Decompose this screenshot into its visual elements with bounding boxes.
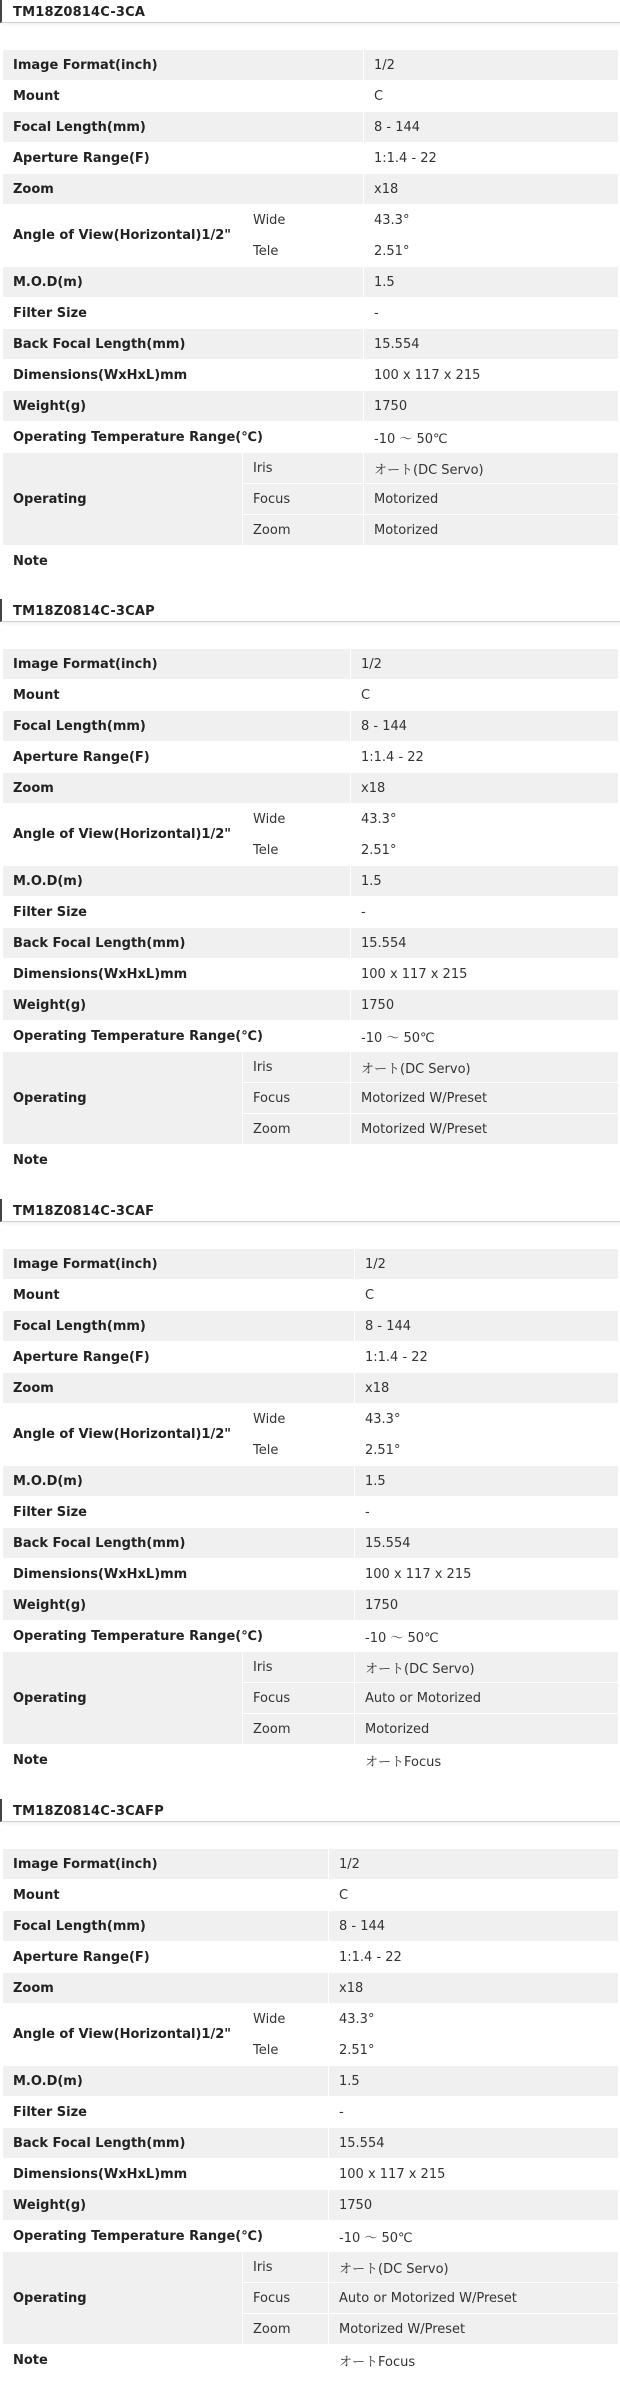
value-zoom: x18: [351, 773, 619, 804]
row-filter-size: [3, 2097, 619, 2128]
value-weight: 1750: [329, 2190, 619, 2221]
value-filter-size: -: [355, 1497, 619, 1528]
label-focus: Focus: [243, 2283, 329, 2314]
product-section: [0, 1199, 620, 1770]
row-aperture-range: [3, 143, 619, 174]
label-focus: Focus: [243, 484, 364, 515]
row-angle-wide: [3, 1404, 619, 1435]
label-operating: Operating: [3, 453, 243, 546]
row-weight: [3, 1590, 619, 1621]
value-back-focal-length: 15.554: [364, 329, 619, 360]
row-angle-wide: [3, 205, 619, 236]
value-operating-temperature: -10 ～ 50℃: [355, 1621, 619, 1652]
row-weight: [3, 2190, 619, 2221]
value-filter-size: -: [364, 298, 619, 329]
label-operating: Operating: [3, 2252, 243, 2345]
label-weight: Weight(g): [3, 391, 364, 422]
label-mod: M.O.D(m): [3, 866, 351, 897]
row-focal-length: [3, 711, 619, 742]
value-wide: 43.3°: [355, 1404, 619, 1435]
value-tele: 2.51°: [364, 236, 619, 267]
value-focus: Auto or Motorized W/Preset: [329, 2283, 619, 2314]
row-mod: [3, 1466, 619, 1497]
value-focus: Motorized: [364, 484, 619, 515]
row-filter-size: [3, 1497, 619, 1528]
label-aperture-range: Aperture Range(F): [3, 1342, 355, 1373]
value-tele: 2.51°: [355, 1435, 619, 1466]
row-note: [3, 546, 619, 577]
value-zoom: Motorized: [355, 1714, 619, 1745]
model-title: TM18Z0814C-3CA: [13, 5, 146, 20]
label-angle-of-view: Angle of View(Horizontal)1/2": [3, 2004, 243, 2066]
spec-table: [2, 49, 619, 577]
value-mount: C: [329, 1880, 619, 1911]
label-aperture-range: Aperture Range(F): [3, 143, 364, 174]
value-filter-size: -: [351, 897, 619, 928]
section-header: [0, 0, 620, 23]
row-image-format: [3, 1849, 619, 1880]
value-aperture-range: 1:1.4 - 22: [351, 742, 619, 773]
row-angle-wide: [3, 2004, 619, 2035]
value-tele: 2.51°: [351, 835, 619, 866]
row-operating-temperature: [3, 422, 619, 453]
value-focus: Auto or Motorized: [355, 1683, 619, 1714]
value-aperture-range: 1:1.4 - 22: [355, 1342, 619, 1373]
value-iris: オート(DC Servo): [355, 1652, 619, 1683]
value-note: オートFocus: [329, 2345, 619, 2376]
row-focal-length: [3, 112, 619, 143]
row-operating-iris: [3, 453, 619, 484]
label-angle-of-view: Angle of View(Horizontal)1/2": [3, 205, 243, 267]
value-filter-size: -: [329, 2097, 619, 2128]
label-focal-length: Focal Length(mm): [3, 1311, 355, 1342]
label-back-focal-length: Back Focal Length(mm): [3, 329, 364, 360]
row-aperture-range: [3, 1942, 619, 1973]
row-dimensions: [3, 1559, 619, 1590]
value-dimensions: 100 x 117 x 215: [364, 360, 619, 391]
value-iris: オート(DC Servo): [329, 2252, 619, 2283]
value-mod: 1.5: [364, 267, 619, 298]
label-operating: Operating: [3, 1052, 243, 1145]
row-back-focal-length: [3, 1528, 619, 1559]
label-aperture-range: Aperture Range(F): [3, 742, 351, 773]
row-back-focal-length: [3, 329, 619, 360]
row-focal-length: [3, 1911, 619, 1942]
value-operating-temperature: -10 ～ 50℃: [329, 2221, 619, 2252]
label-iris: Iris: [243, 1652, 355, 1683]
row-filter-size: [3, 897, 619, 928]
label-wide: Wide: [243, 804, 351, 835]
value-mod: 1.5: [355, 1466, 619, 1497]
value-operating-temperature: -10 ～ 50℃: [364, 422, 619, 453]
label-zoom: Zoom: [3, 174, 364, 205]
label-operating-temperature: Operating Temperature Range(℃): [3, 1621, 355, 1652]
product-section: [0, 1799, 620, 2370]
row-weight: [3, 990, 619, 1021]
row-operating-temperature: [3, 2221, 619, 2252]
section-header: [0, 599, 620, 622]
value-aperture-range: 1:1.4 - 22: [329, 1942, 619, 1973]
label-zoom: Zoom: [243, 515, 364, 546]
value-image-format: 1/2: [351, 649, 619, 680]
label-image-format: Image Format(inch): [3, 50, 364, 81]
label-dimensions: Dimensions(WxHxL)mm: [3, 2159, 329, 2190]
label-dimensions: Dimensions(WxHxL)mm: [3, 360, 364, 391]
label-filter-size: Filter Size: [3, 2097, 329, 2128]
label-back-focal-length: Back Focal Length(mm): [3, 928, 351, 959]
section-header: [0, 1799, 620, 1822]
label-mount: Mount: [3, 680, 351, 711]
value-note: オートFocus: [355, 1745, 619, 1776]
value-image-format: 1/2: [364, 50, 619, 81]
value-focal-length: 8 - 144: [329, 1911, 619, 1942]
row-image-format: [3, 50, 619, 81]
value-image-format: 1/2: [329, 1849, 619, 1880]
label-mod: M.O.D(m): [3, 1466, 355, 1497]
row-filter-size: [3, 298, 619, 329]
value-note: [364, 546, 619, 577]
row-angle-wide: [3, 804, 619, 835]
label-zoom: Zoom: [243, 1114, 351, 1145]
label-note: Note: [3, 2345, 329, 2376]
row-zoom: [3, 1973, 619, 2004]
label-image-format: Image Format(inch): [3, 1849, 329, 1880]
value-iris: オート(DC Servo): [364, 453, 619, 484]
row-note: [3, 2345, 619, 2376]
label-angle-of-view: Angle of View(Horizontal)1/2": [3, 804, 243, 866]
row-zoom: [3, 174, 619, 205]
label-mod: M.O.D(m): [3, 2066, 329, 2097]
row-image-format: [3, 649, 619, 680]
spec-table: [2, 648, 619, 1176]
label-operating-temperature: Operating Temperature Range(℃): [3, 1021, 351, 1052]
label-mount: Mount: [3, 81, 364, 112]
value-back-focal-length: 15.554: [351, 928, 619, 959]
value-zoom: x18: [355, 1373, 619, 1404]
row-operating-iris: [3, 1652, 619, 1683]
row-mod: [3, 267, 619, 298]
row-image-format: [3, 1249, 619, 1280]
row-operating-temperature: [3, 1021, 619, 1052]
spec-table: [2, 1848, 619, 2376]
row-focal-length: [3, 1311, 619, 1342]
label-image-format: Image Format(inch): [3, 1249, 355, 1280]
label-zoom: Zoom: [3, 773, 351, 804]
label-dimensions: Dimensions(WxHxL)mm: [3, 959, 351, 990]
product-section: [0, 599, 620, 1168]
label-image-format: Image Format(inch): [3, 649, 351, 680]
label-zoom: Zoom: [243, 1714, 355, 1745]
value-focal-length: 8 - 144: [364, 112, 619, 143]
label-filter-size: Filter Size: [3, 298, 364, 329]
row-mount: [3, 81, 619, 112]
label-iris: Iris: [243, 1052, 351, 1083]
row-operating-iris: [3, 2252, 619, 2283]
value-wide: 43.3°: [364, 205, 619, 236]
label-zoom: Zoom: [243, 2314, 329, 2345]
label-wide: Wide: [243, 205, 364, 236]
label-weight: Weight(g): [3, 990, 351, 1021]
value-zoom: x18: [329, 1973, 619, 2004]
value-dimensions: 100 x 117 x 215: [355, 1559, 619, 1590]
value-mod: 1.5: [351, 866, 619, 897]
label-filter-size: Filter Size: [3, 897, 351, 928]
value-mount: C: [355, 1280, 619, 1311]
value-zoom: Motorized W/Preset: [351, 1114, 619, 1145]
row-back-focal-length: [3, 2128, 619, 2159]
value-aperture-range: 1:1.4 - 22: [364, 143, 619, 174]
model-title: TM18Z0814C-3CAFP: [13, 1804, 164, 1819]
value-dimensions: 100 x 117 x 215: [329, 2159, 619, 2190]
value-zoom: x18: [364, 174, 619, 205]
label-wide: Wide: [243, 1404, 355, 1435]
label-note: Note: [3, 546, 364, 577]
label-tele: Tele: [243, 835, 351, 866]
value-note: [351, 1145, 619, 1176]
label-focus: Focus: [243, 1083, 351, 1114]
label-zoom: Zoom: [3, 1373, 355, 1404]
value-mount: C: [351, 680, 619, 711]
value-tele: 2.51°: [329, 2035, 619, 2066]
row-note: [3, 1145, 619, 1176]
label-mount: Mount: [3, 1280, 355, 1311]
row-note: [3, 1745, 619, 1776]
row-dimensions: [3, 360, 619, 391]
label-zoom: Zoom: [3, 1973, 329, 2004]
row-dimensions: [3, 959, 619, 990]
value-focal-length: 8 - 144: [351, 711, 619, 742]
value-weight: 1750: [355, 1590, 619, 1621]
label-wide: Wide: [243, 2004, 329, 2035]
product-section: [0, 0, 620, 569]
row-mount: [3, 680, 619, 711]
label-focal-length: Focal Length(mm): [3, 112, 364, 143]
row-dimensions: [3, 2159, 619, 2190]
label-angle-of-view: Angle of View(Horizontal)1/2": [3, 1404, 243, 1466]
row-mod: [3, 2066, 619, 2097]
label-tele: Tele: [243, 236, 364, 267]
row-mount: [3, 1280, 619, 1311]
row-mod: [3, 866, 619, 897]
label-weight: Weight(g): [3, 2190, 329, 2221]
label-back-focal-length: Back Focal Length(mm): [3, 2128, 329, 2159]
value-back-focal-length: 15.554: [355, 1528, 619, 1559]
label-focus: Focus: [243, 1683, 355, 1714]
label-mount: Mount: [3, 1880, 329, 1911]
label-note: Note: [3, 1745, 355, 1776]
value-mount: C: [364, 81, 619, 112]
value-wide: 43.3°: [329, 2004, 619, 2035]
label-mod: M.O.D(m): [3, 267, 364, 298]
label-operating: Operating: [3, 1652, 243, 1745]
label-focal-length: Focal Length(mm): [3, 1911, 329, 1942]
value-wide: 43.3°: [351, 804, 619, 835]
value-focus: Motorized W/Preset: [351, 1083, 619, 1114]
label-back-focal-length: Back Focal Length(mm): [3, 1528, 355, 1559]
spec-table: [2, 1248, 619, 1776]
label-weight: Weight(g): [3, 1590, 355, 1621]
value-image-format: 1/2: [355, 1249, 619, 1280]
value-weight: 1750: [351, 990, 619, 1021]
section-header: [0, 1199, 620, 1222]
row-zoom: [3, 773, 619, 804]
label-iris: Iris: [243, 2252, 329, 2283]
label-tele: Tele: [243, 1435, 355, 1466]
label-dimensions: Dimensions(WxHxL)mm: [3, 1559, 355, 1590]
label-operating-temperature: Operating Temperature Range(℃): [3, 422, 364, 453]
row-aperture-range: [3, 742, 619, 773]
value-focal-length: 8 - 144: [355, 1311, 619, 1342]
value-mod: 1.5: [329, 2066, 619, 2097]
row-operating-temperature: [3, 1621, 619, 1652]
value-iris: オート(DC Servo): [351, 1052, 619, 1083]
model-title: TM18Z0814C-3CAP: [13, 604, 155, 619]
value-zoom: Motorized: [364, 515, 619, 546]
label-filter-size: Filter Size: [3, 1497, 355, 1528]
value-dimensions: 100 x 117 x 215: [351, 959, 619, 990]
row-back-focal-length: [3, 928, 619, 959]
label-note: Note: [3, 1145, 351, 1176]
label-iris: Iris: [243, 453, 364, 484]
label-aperture-range: Aperture Range(F): [3, 1942, 329, 1973]
model-title: TM18Z0814C-3CAF: [13, 1204, 155, 1219]
value-zoom: Motorized W/Preset: [329, 2314, 619, 2345]
label-focal-length: Focal Length(mm): [3, 711, 351, 742]
value-back-focal-length: 15.554: [329, 2128, 619, 2159]
value-weight: 1750: [364, 391, 619, 422]
row-weight: [3, 391, 619, 422]
value-operating-temperature: -10 ～ 50℃: [351, 1021, 619, 1052]
row-operating-iris: [3, 1052, 619, 1083]
label-operating-temperature: Operating Temperature Range(℃): [3, 2221, 329, 2252]
row-zoom: [3, 1373, 619, 1404]
label-tele: Tele: [243, 2035, 329, 2066]
row-mount: [3, 1880, 619, 1911]
row-aperture-range: [3, 1342, 619, 1373]
